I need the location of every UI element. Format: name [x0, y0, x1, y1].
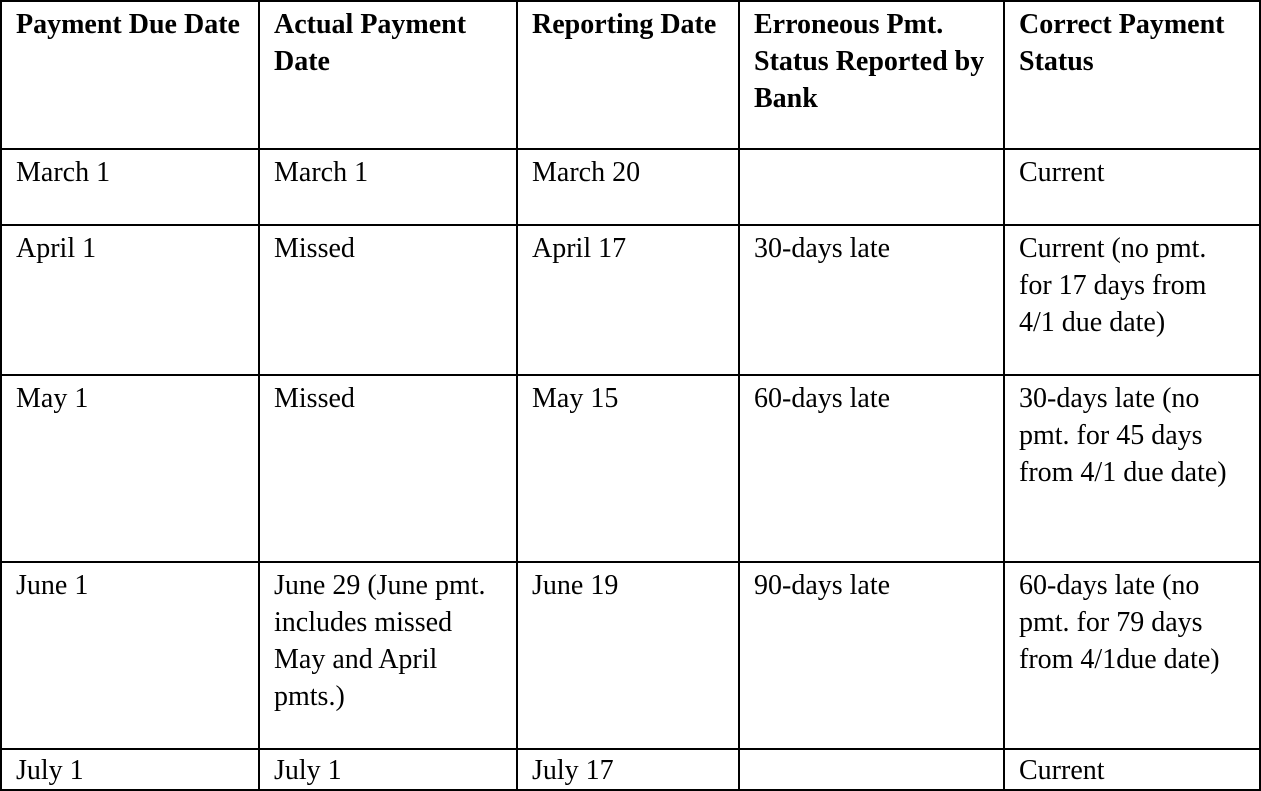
table-row	[1, 375, 1260, 562]
cell-erroneous-status	[739, 149, 1004, 225]
cell-due-date: May 1	[1, 375, 259, 562]
header-erroneous-status: Erroneous Pmt. Status Reported by Bank	[739, 1, 1004, 149]
cell-correct-status: 30-days late (no pmt. for 45 days from 4/1 due date)	[1004, 375, 1260, 562]
table-row	[1, 562, 1260, 749]
table-row	[1, 149, 1260, 225]
cell-due-date: July 1	[1, 749, 259, 790]
cell-actual-date: Missed	[259, 225, 517, 375]
cell-erroneous-status	[739, 749, 1004, 790]
cell-reporting-date: July 17	[517, 749, 739, 790]
cell-reporting-date: June 19	[517, 562, 739, 749]
table-row	[1, 225, 1260, 375]
cell-correct-status: 60-days late (no pmt. for 79 days from 4/1due date)	[1004, 562, 1260, 749]
cell-correct-status: Current	[1004, 749, 1260, 790]
header-row	[1, 1, 1260, 149]
header-payment-due-date: Payment Due Date	[1, 1, 259, 149]
header-reporting-date: Reporting Date	[517, 1, 739, 149]
table-row	[1, 749, 1260, 790]
cell-reporting-date: April 17	[517, 225, 739, 375]
cell-correct-status: Current	[1004, 149, 1260, 225]
header-actual-payment-date: Actual Payment Date	[259, 1, 517, 149]
cell-reporting-date: May 15	[517, 375, 739, 562]
cell-due-date: June 1	[1, 562, 259, 749]
cell-actual-date: June 29 (June pmt. includes missed May and April pmts.)	[259, 562, 517, 749]
cell-due-date: April 1	[1, 225, 259, 375]
cell-actual-date: July 1	[259, 749, 517, 790]
cell-erroneous-status: 30-days late	[739, 225, 1004, 375]
cell-reporting-date: March 20	[517, 149, 739, 225]
header-correct-status: Correct Payment Status	[1004, 1, 1260, 149]
cell-erroneous-status: 60-days late	[739, 375, 1004, 562]
cell-actual-date: March 1	[259, 149, 517, 225]
cell-due-date: March 1	[1, 149, 259, 225]
cell-correct-status: Current (no pmt. for 17 days from 4/1 due date)	[1004, 225, 1260, 375]
cell-actual-date: Missed	[259, 375, 517, 562]
cell-erroneous-status: 90-days late	[739, 562, 1004, 749]
